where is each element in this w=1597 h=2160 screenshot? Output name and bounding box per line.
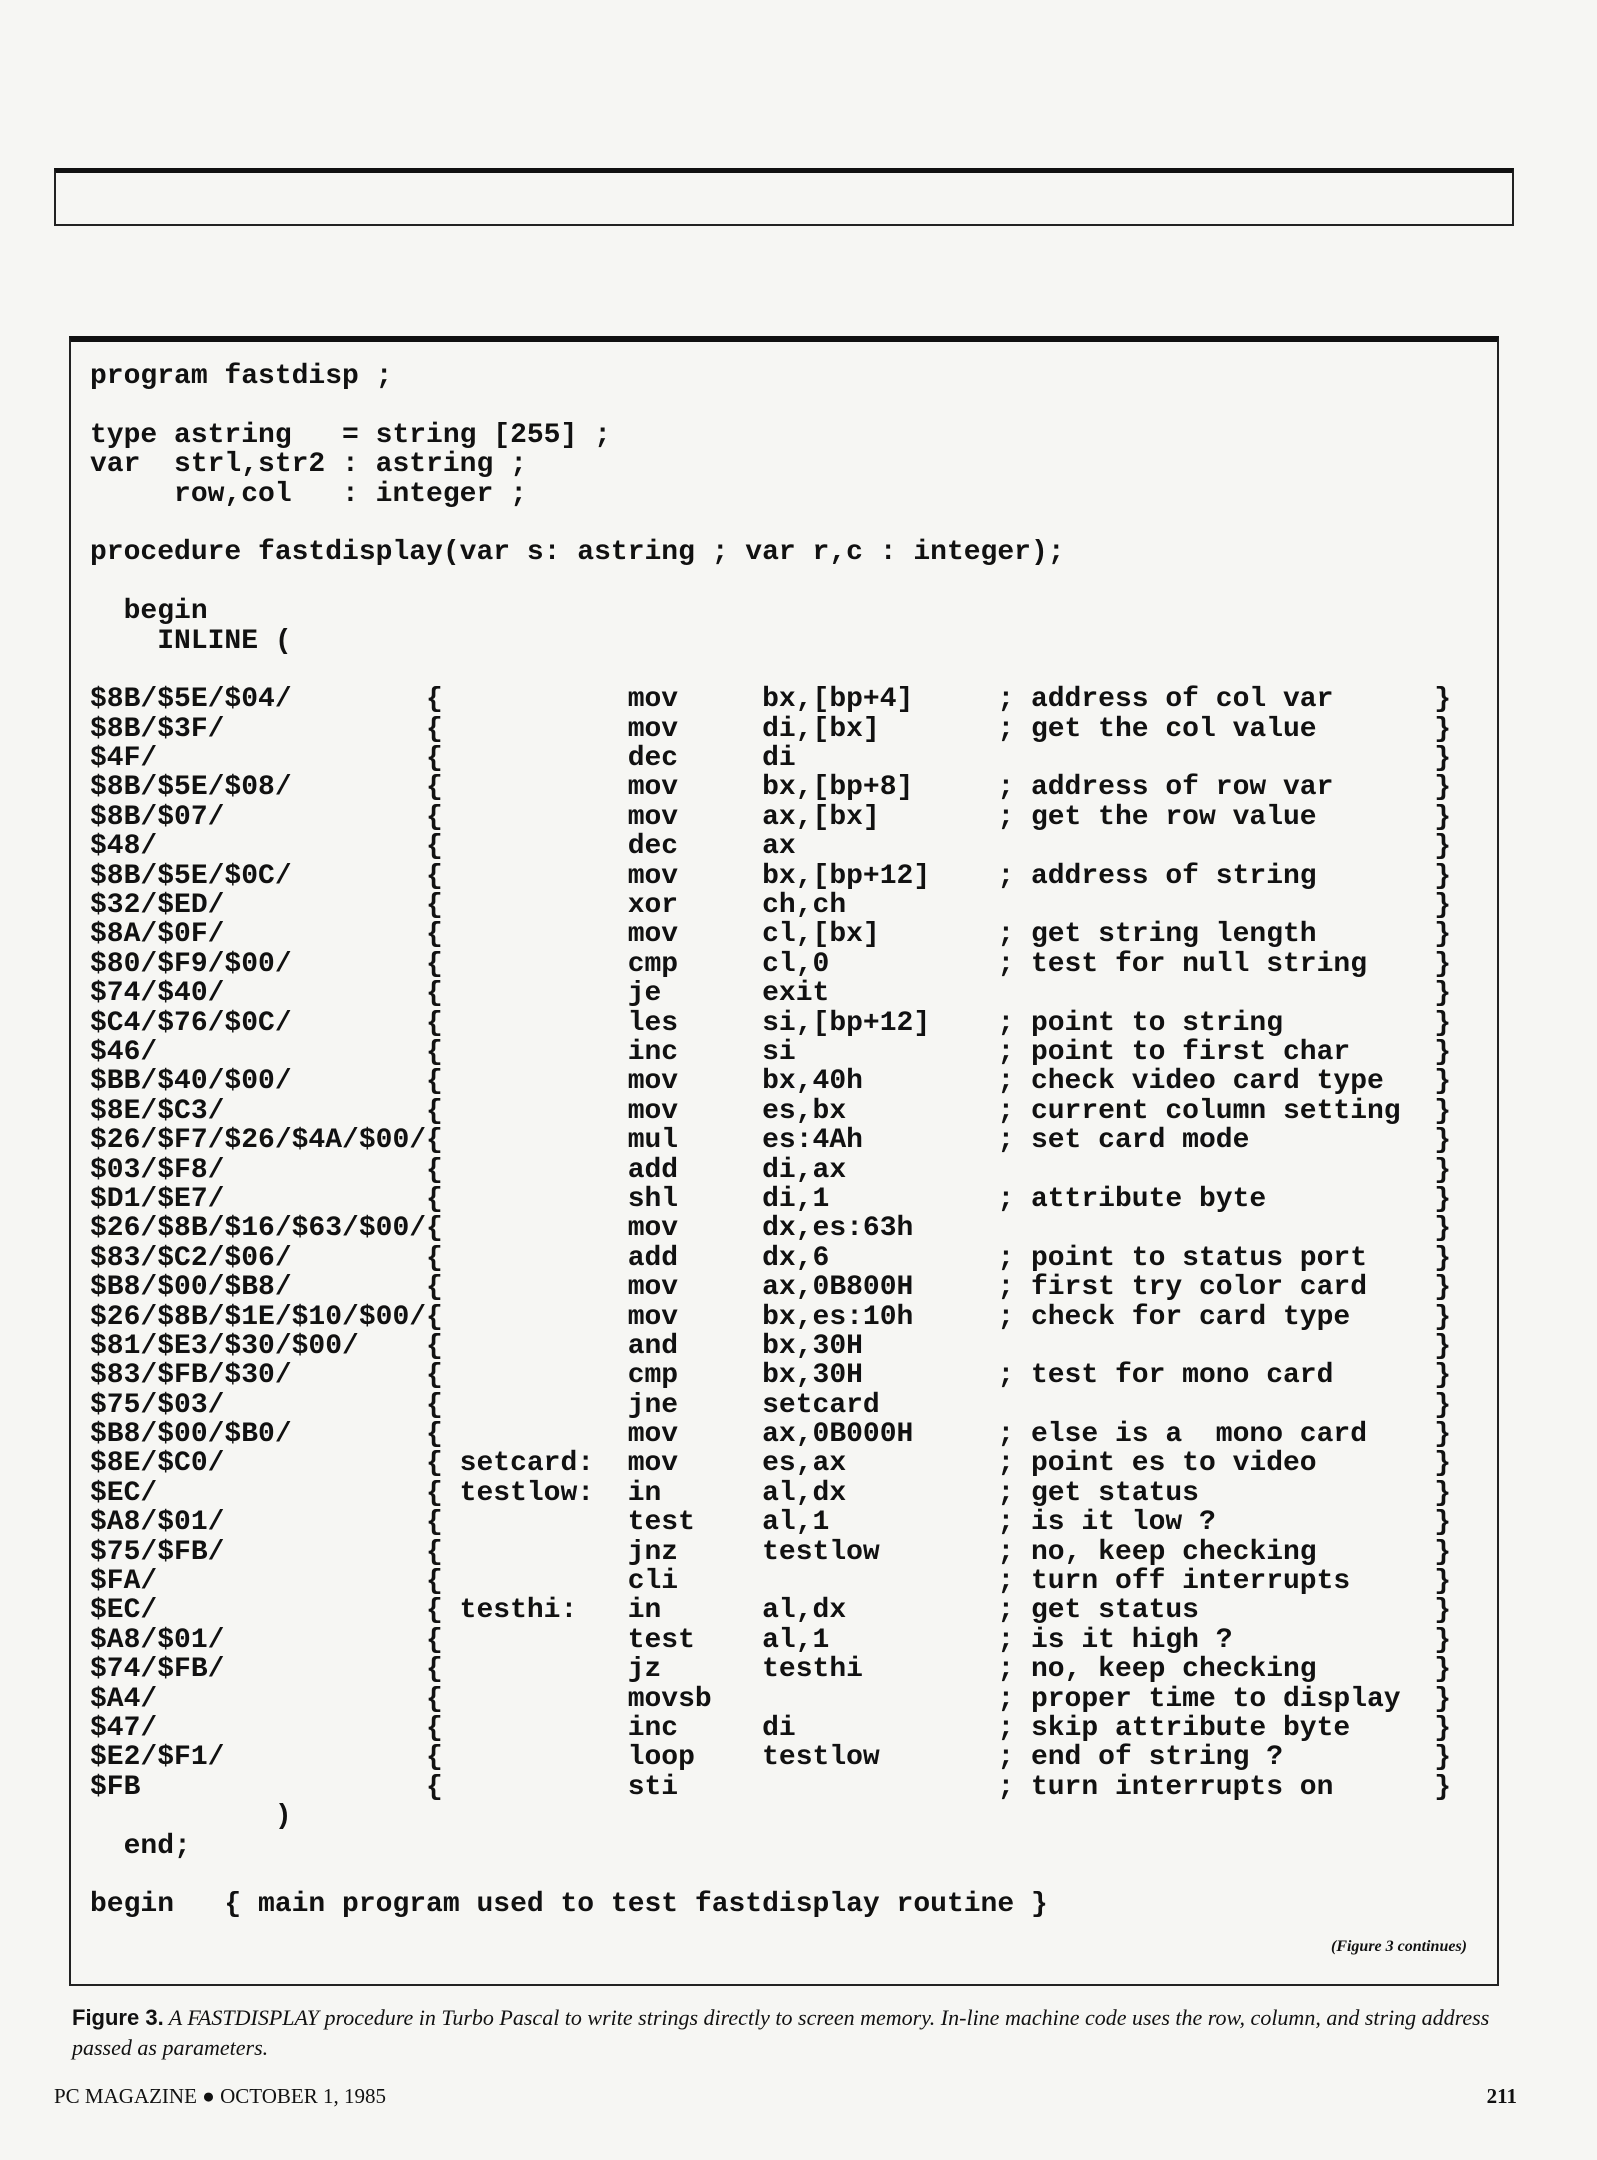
code-line: $8B/$07/ { mov ax,[bx] ; get the row value }: [90, 802, 1452, 833]
code-line: $8B/$5E/$04/ { mov bx,[bp+4] ; address of col var }: [90, 685, 1452, 715]
code-line: $4F/ { dec di }: [90, 744, 1452, 774]
code-line: $FA/ { cli ; turn off interrupts }: [90, 1567, 1452, 1597]
code-line: begin { main program used to test fastdisplay routine }: [90, 1890, 1048, 1920]
code-line: $8E/$C0/ { setcard: mov es,ax ; point es to video }: [90, 1449, 1452, 1479]
code-line: $BB/$40/$00/ { mov bx,40h ; check video card type }: [90, 1067, 1452, 1097]
code-line: $EC/ { testlow: in al,dx ; get status }: [90, 1478, 1452, 1509]
code-line: [90, 1861, 1480, 1890]
code-line: $81/$E3/$30/$00/ { and bx,30H }: [90, 1331, 1452, 1362]
figure-caption: [72, 2003, 1512, 2063]
code-line: $80/$F9/$00/ { cmp cl,0 ; test for null string }: [90, 949, 1452, 980]
code-line: $FB { sti ; turn interrupts on }: [90, 1772, 1452, 1803]
header-rule-box: [54, 168, 1514, 226]
code-line: $A8/$01/ { test al,1 ; is it high ? }: [90, 1625, 1452, 1656]
code-line: $8A/$0F/ { mov cl,[bx] ; get string length }: [90, 920, 1452, 950]
footer-publication: PC MAGAZINE ● OCTOBER 1, 1985: [54, 2084, 386, 2108]
code-line: $83/$C2/$06/ { add dx,6 ; point to status port }: [90, 1243, 1452, 1274]
code-line: procedure fastdisplay(var s: astring ; var r,c : integer);: [90, 538, 1065, 568]
code-line: [90, 509, 1480, 538]
code-line: ): [90, 1802, 292, 1832]
code-line: $A4/ { movsb ; proper time to display }: [90, 1684, 1452, 1714]
code-listing: [90, 362, 1480, 1920]
code-line: [90, 391, 1480, 420]
code-line: $8B/$5E/$08/ { mov bx,[bp+8] ; address of row var }: [90, 773, 1452, 803]
code-line: $A8/$01/ { test al,1 ; is it low ? }: [90, 1508, 1452, 1538]
code-line: $26/$8B/$16/$63/$00/{ mov dx,es:63h }: [90, 1214, 1452, 1244]
code-line: $48/ { dec ax }: [90, 832, 1452, 862]
code-line: var strl,str2 : astring ;: [90, 450, 527, 480]
code-line: $74/$FB/ { jz testhi ; no, keep checking }: [90, 1655, 1452, 1685]
figure-label: Figure 3.: [72, 2005, 164, 2030]
code-line: type astring = string [255] ;: [90, 420, 611, 451]
code-line: $E2/$F1/ { loop testlow ; end of string ? }: [90, 1743, 1452, 1773]
code-line: $B8/$00/$B8/ { mov ax,0B800H ; first try color card }: [90, 1273, 1452, 1303]
code-line: $C4/$76/$0C/ { les si,[bp+12] ; point to string }: [90, 1008, 1452, 1038]
code-line: $B8/$00/$B0/ { mov ax,0B000H ; else is a mono card }: [90, 1420, 1452, 1450]
code-line: $26/$F7/$26/$4A/$00/{ mul es:4Ah ; set card mode }: [90, 1126, 1452, 1156]
code-line: INLINE (: [90, 626, 292, 656]
figure-caption-text: A FASTDISPLAY procedure in Turbo Pascal to write strings directly to screen memory. In-line machine code uses the row, column, and string address passed as parameters.: [72, 2005, 1490, 2060]
code-line: $D1/$E7/ { shl di,1 ; attribute byte }: [90, 1184, 1452, 1215]
code-line: $75/$03/ { jne setcard }: [90, 1390, 1452, 1421]
code-line: $EC/ { testhi: in al,dx ; get status }: [90, 1596, 1452, 1626]
code-line: begin: [90, 597, 208, 627]
code-line: $47/ { inc di ; skip attribute byte }: [90, 1713, 1452, 1744]
code-line: end;: [90, 1831, 191, 1861]
code-line: [90, 568, 1480, 597]
code-line: $83/$FB/$30/ { cmp bx,30H ; test for mono card }: [90, 1361, 1452, 1391]
code-line: $8E/$C3/ { mov es,bx ; current column setting }: [90, 1096, 1452, 1127]
continuation-note: (Figure 3 continues): [1330, 1938, 1467, 1955]
code-line: $8B/$5E/$0C/ { mov bx,[bp+12] ; address of string }: [90, 861, 1452, 892]
code-line: $46/ { inc si ; point to first char }: [90, 1037, 1452, 1068]
code-line: row,col : integer ;: [90, 479, 527, 509]
code-line: program fastdisp ;: [90, 362, 393, 392]
code-line: $26/$8B/$1E/$10/$00/{ mov bx,es:10h ; check for card type }: [90, 1302, 1452, 1332]
code-line: [90, 656, 1480, 685]
code-line: $74/$40/ { je exit }: [90, 979, 1452, 1009]
page-number: 211: [1486, 2084, 1517, 2108]
code-line: $32/$ED/ { xor ch,ch }: [90, 891, 1452, 921]
code-line: $8B/$3F/ { mov di,[bx] ; get the col value }: [90, 714, 1452, 745]
code-line: $75/$FB/ { jnz testlow ; no, keep checking }: [90, 1537, 1452, 1568]
code-line: $03/$F8/ { add di,ax }: [90, 1155, 1452, 1185]
